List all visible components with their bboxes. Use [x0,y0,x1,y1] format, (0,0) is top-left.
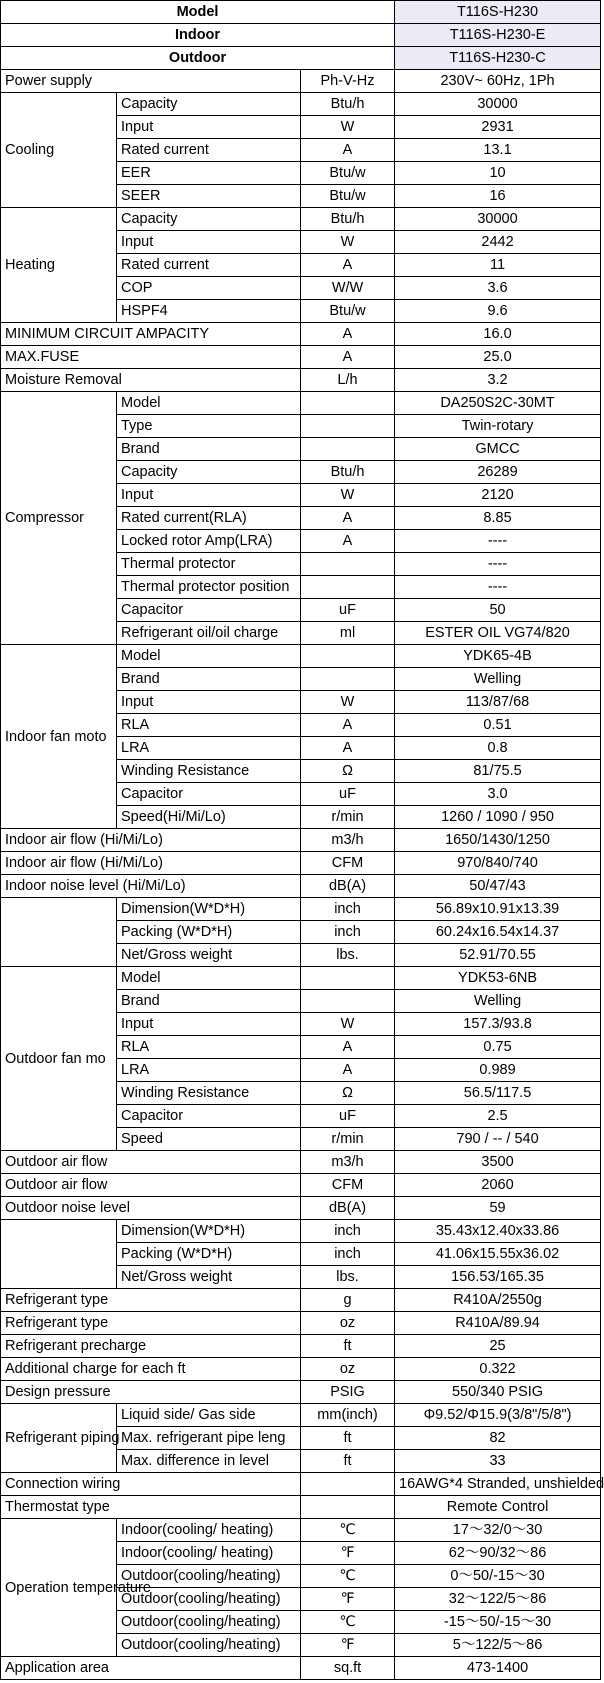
spec-value: 970/840/740 [395,852,601,875]
spec-unit: A [301,139,395,162]
spec-name: Capacity [117,208,301,231]
group-label: Heating [1,208,117,323]
group-label: Compressor [1,392,117,645]
spec-name: SEER [117,185,301,208]
spec-value: 156.53/165.35 [395,1266,601,1289]
spec-unit: Btu/h [301,208,395,231]
spec-value: 82 [395,1427,601,1450]
spec-value: Welling [395,668,601,691]
spec-value: 56.89x10.91x13.39 [395,898,601,921]
spec-value: 157.3/93.8 [395,1013,601,1036]
spec-unit: inch [301,898,395,921]
spec-unit [301,392,395,415]
header-label: Model [1,1,395,24]
spec-name: Refrigerant type [1,1289,301,1312]
spec-value: 5～122/5～86 [395,1634,601,1657]
spec-value: 0.8 [395,737,601,760]
spec-row [1,898,601,921]
spec-name: Speed(Hi/Mi/Lo) [117,806,301,829]
spec-unit: ft [301,1450,395,1473]
spec-value: 13.1 [395,139,601,162]
spec-unit: ft [301,1335,395,1358]
spec-unit [301,990,395,1013]
spec-unit: inch [301,1220,395,1243]
spec-unit: W/W [301,277,395,300]
spec-value: Welling [395,990,601,1013]
spec-unit: A [301,714,395,737]
spec-name: Input [117,691,301,714]
spec-value: 0.51 [395,714,601,737]
spec-unit: r/min [301,1128,395,1151]
spec-row [1,852,601,875]
spec-row [1,346,601,369]
spec-unit [301,1473,395,1496]
spec-unit: dB(A) [301,1197,395,1220]
spec-unit: W [301,116,395,139]
spec-name: Type [117,415,301,438]
spec-name: MINIMUM CIRCUIT AMPACITY [1,323,301,346]
spec-name: EER [117,162,301,185]
spec-name: HSPF4 [117,300,301,323]
spec-name: Outdoor(cooling/heating) [117,1588,301,1611]
spec-name: Design pressure [1,1381,301,1404]
header-value: T116S-H230 [395,1,601,24]
spec-value: 60.24x16.54x14.37 [395,921,601,944]
spec-name: Outdoor air flow [1,1151,301,1174]
header-row [1,47,601,70]
spec-name: Additional charge for each ft [1,1358,301,1381]
header-value: T116S-H230-C [395,47,601,70]
spec-unit: ft [301,1427,395,1450]
spec-value: 33 [395,1450,601,1473]
spec-name: LRA [117,1059,301,1082]
spec-value: 41.06x15.55x36.02 [395,1243,601,1266]
spec-unit: g [301,1289,395,1312]
spec-row [1,1381,601,1404]
spec-value: Twin-rotary [395,415,601,438]
spec-value: 30000 [395,208,601,231]
header-label: Indoor [1,24,395,47]
spec-name: Moisture Removal [1,369,301,392]
spec-unit: A [301,1036,395,1059]
header-label: Outdoor [1,47,395,70]
spec-unit: uF [301,599,395,622]
spec-value: GMCC [395,438,601,461]
spec-unit [301,1496,395,1519]
spec-value: 35.43x12.40x33.86 [395,1220,601,1243]
spec-name: Refrigerant type [1,1312,301,1335]
spec-value: 56.5/117.5 [395,1082,601,1105]
spec-value: 1260 / 1090 / 950 [395,806,601,829]
spec-value: 790 / -- / 540 [395,1128,601,1151]
spec-unit: m3/h [301,829,395,852]
spec-name: Application area [1,1657,301,1680]
spec-name: MAX.FUSE [1,346,301,369]
spec-name: Packing (W*D*H) [117,1243,301,1266]
spec-name: Brand [117,990,301,1013]
spec-unit: A [301,507,395,530]
group-label: Refrigerant piping [1,1404,117,1473]
spec-value: 26289 [395,461,601,484]
spec-value: ---- [395,553,601,576]
spec-value: 0.989 [395,1059,601,1082]
spec-name: Rated current [117,254,301,277]
spec-unit [301,576,395,599]
spec-value: 11 [395,254,601,277]
spec-unit: ℃ [301,1611,395,1634]
spec-value: 2442 [395,231,601,254]
spec-row [1,967,601,990]
spec-name: Dimension(W*D*H) [117,898,301,921]
spec-name: Max. refrigerant pipe leng [117,1427,301,1450]
spec-value: ---- [395,530,601,553]
spec-value: DA250S2C-30MT [395,392,601,415]
spec-row [1,1473,601,1496]
spec-value: 2120 [395,484,601,507]
spec-name: Outdoor(cooling/heating) [117,1634,301,1657]
spec-row [1,1151,601,1174]
spec-unit: lbs. [301,1266,395,1289]
spec-name: Thermal protector [117,553,301,576]
spec-unit [301,438,395,461]
spec-unit: oz [301,1312,395,1335]
spec-name: Input [117,484,301,507]
spec-unit: PSIG [301,1381,395,1404]
spec-value: 32～122/5～86 [395,1588,601,1611]
group-label: Operation temperature [1,1519,117,1657]
spec-row [1,1197,601,1220]
spec-name: Rated current [117,139,301,162]
group-label: Cooling [1,93,117,208]
spec-row [1,1519,601,1542]
spec-value: 16 [395,185,601,208]
spec-row [1,829,601,852]
spec-value: 52.91/70.55 [395,944,601,967]
spec-unit [301,668,395,691]
group-label [1,898,117,967]
spec-unit: inch [301,1243,395,1266]
spec-unit [301,415,395,438]
spec-unit: r/min [301,806,395,829]
spec-value: 3500 [395,1151,601,1174]
spec-unit [301,645,395,668]
spec-row [1,1174,601,1197]
spec-row [1,392,601,415]
spec-unit: W [301,1013,395,1036]
spec-row [1,1358,601,1381]
spec-name: Winding Resistance [117,760,301,783]
spec-value: Φ9.52/Φ15.9(3/8"/5/8") [395,1404,601,1427]
spec-value: 0～50/-15～30 [395,1565,601,1588]
spec-unit: oz [301,1358,395,1381]
spec-name: Dimension(W*D*H) [117,1220,301,1243]
spec-unit: ℉ [301,1588,395,1611]
spec-value: YDK53-6NB [395,967,601,990]
header-value: T116S-H230-E [395,24,601,47]
spec-name: Packing (W*D*H) [117,921,301,944]
spec-value: 3.2 [395,369,601,392]
spec-row [1,93,601,116]
spec-row [1,1496,601,1519]
spec-name: Input [117,1013,301,1036]
spec-name: Capacity [117,461,301,484]
spec-unit: Btu/w [301,185,395,208]
spec-unit [301,967,395,990]
spec-name: Capacity [117,93,301,116]
spec-unit: ℃ [301,1519,395,1542]
spec-name: Indoor(cooling/ heating) [117,1542,301,1565]
spec-name: COP [117,277,301,300]
spec-value: 16.0 [395,323,601,346]
spec-unit: A [301,254,395,277]
spec-table-body [1,1,604,1680]
spec-row [1,1289,601,1312]
spec-unit: A [301,737,395,760]
spec-unit: lbs. [301,944,395,967]
spec-value: 10 [395,162,601,185]
spec-value: R410A/2550g [395,1289,601,1312]
spec-name: Net/Gross weight [117,944,301,967]
spec-value: 25 [395,1335,601,1358]
spec-name: Liquid side/ Gas side [117,1404,301,1427]
spec-name: RLA [117,714,301,737]
spec-name: Rated current(RLA) [117,507,301,530]
spec-value: 0.75 [395,1036,601,1059]
spec-name: Refrigerant precharge [1,1335,301,1358]
spec-unit: ℉ [301,1634,395,1657]
spec-unit: uF [301,783,395,806]
spec-value: ESTER OIL VG74/820 [395,622,601,645]
spec-unit: ml [301,622,395,645]
spec-unit: W [301,484,395,507]
spec-value: 8.85 [395,507,601,530]
spec-unit: ℉ [301,1542,395,1565]
spec-unit: CFM [301,1174,395,1197]
spec-name: Speed [117,1128,301,1151]
spec-name: Input [117,116,301,139]
spec-unit: inch [301,921,395,944]
spec-value: 473-1400 [395,1657,601,1680]
spec-unit: Ω [301,1082,395,1105]
spec-unit: A [301,1059,395,1082]
group-label: Outdoor fan mo [1,967,117,1151]
spec-value: Remote Control [395,1496,601,1519]
spec-unit: m3/h [301,1151,395,1174]
spec-name: Locked rotor Amp(LRA) [117,530,301,553]
spec-name: Connection wiring [1,1473,301,1496]
spec-name: Capacitor [117,1105,301,1128]
spec-unit: L/h [301,369,395,392]
spec-value: 30000 [395,93,601,116]
spec-unit: Ω [301,760,395,783]
spec-name: Brand [117,668,301,691]
spec-name: Outdoor air flow [1,1174,301,1197]
spec-unit: A [301,346,395,369]
spec-unit: sq.ft [301,1657,395,1680]
spec-name: RLA [117,1036,301,1059]
spec-unit [301,553,395,576]
spec-row [1,70,601,93]
spec-row [1,645,601,668]
spec-name: Indoor air flow (Hi/Mi/Lo) [1,829,301,852]
group-label: Indoor fan moto [1,645,117,829]
spec-value: 81/75.5 [395,760,601,783]
spec-name: LRA [117,737,301,760]
spec-name: Brand [117,438,301,461]
spec-value: 50 [395,599,601,622]
spec-name: Outdoor(cooling/heating) [117,1565,301,1588]
spec-value: 550/340 PSIG [395,1381,601,1404]
spec-unit: dB(A) [301,875,395,898]
spec-row [1,1220,601,1243]
spec-unit: W [301,231,395,254]
spec-value: 17～32/0～30 [395,1519,601,1542]
spec-value: 3.6 [395,277,601,300]
spec-unit: uF [301,1105,395,1128]
spec-name: Model [117,645,301,668]
spec-unit: W [301,691,395,714]
spec-value: 2060 [395,1174,601,1197]
spec-unit: Btu/h [301,461,395,484]
spec-value: 16AWG*4 Stranded, unshielded [395,1473,601,1496]
spec-name: Outdoor(cooling/heating) [117,1611,301,1634]
spec-value: 2931 [395,116,601,139]
spec-name: Net/Gross weight [117,1266,301,1289]
spec-unit: Ph-V-Hz [301,70,395,93]
spec-value: 230V~ 60Hz, 1Ph [395,70,601,93]
header-row [1,24,601,47]
spec-value: 2.5 [395,1105,601,1128]
spec-name: Power supply [1,70,301,93]
spec-value: YDK65-4B [395,645,601,668]
spec-name: Model [117,392,301,415]
spec-unit: mm(inch) [301,1404,395,1427]
spec-value: 9.6 [395,300,601,323]
spec-value: -15～50/-15～30 [395,1611,601,1634]
spec-name: Capacitor [117,783,301,806]
spec-unit: CFM [301,852,395,875]
spec-name: Outdoor noise level [1,1197,301,1220]
spec-name: Capacitor [117,599,301,622]
header-row [1,1,601,24]
spec-name: Max. difference in level [117,1450,301,1473]
spec-row [1,875,601,898]
spec-value: ---- [395,576,601,599]
spec-unit: Btu/w [301,300,395,323]
spec-name: Winding Resistance [117,1082,301,1105]
spec-unit: A [301,530,395,553]
spec-row [1,208,601,231]
group-label [1,1220,117,1289]
spec-name: Model [117,967,301,990]
spec-name: Indoor air flow (Hi/Mi/Lo) [1,852,301,875]
spec-value: 1650/1430/1250 [395,829,601,852]
spec-value: 59 [395,1197,601,1220]
spec-value: 50/47/43 [395,875,601,898]
spec-unit: A [301,323,395,346]
spec-unit: ℃ [301,1565,395,1588]
spec-row [1,1312,601,1335]
spec-row [1,1335,601,1358]
spec-name: Refrigerant oil/oil charge [117,622,301,645]
spec-name: Input [117,231,301,254]
spec-name: Indoor noise level (Hi/Mi/Lo) [1,875,301,898]
spec-name: Thermal protector position [117,576,301,599]
spec-unit: Btu/w [301,162,395,185]
spec-row [1,1404,601,1427]
spec-name: Thermostat type [1,1496,301,1519]
spec-unit: Btu/h [301,93,395,116]
spec-value: 113/87/68 [395,691,601,714]
spec-row [1,1657,601,1680]
spec-value: R410A/89.94 [395,1312,601,1335]
spec-value: 3.0 [395,783,601,806]
spec-row [1,369,601,392]
spec-value: 25.0 [395,346,601,369]
spec-value: 0.322 [395,1358,601,1381]
spec-row [1,323,601,346]
spec-name: Indoor(cooling/ heating) [117,1519,301,1542]
spec-value: 62～90/32～86 [395,1542,601,1565]
